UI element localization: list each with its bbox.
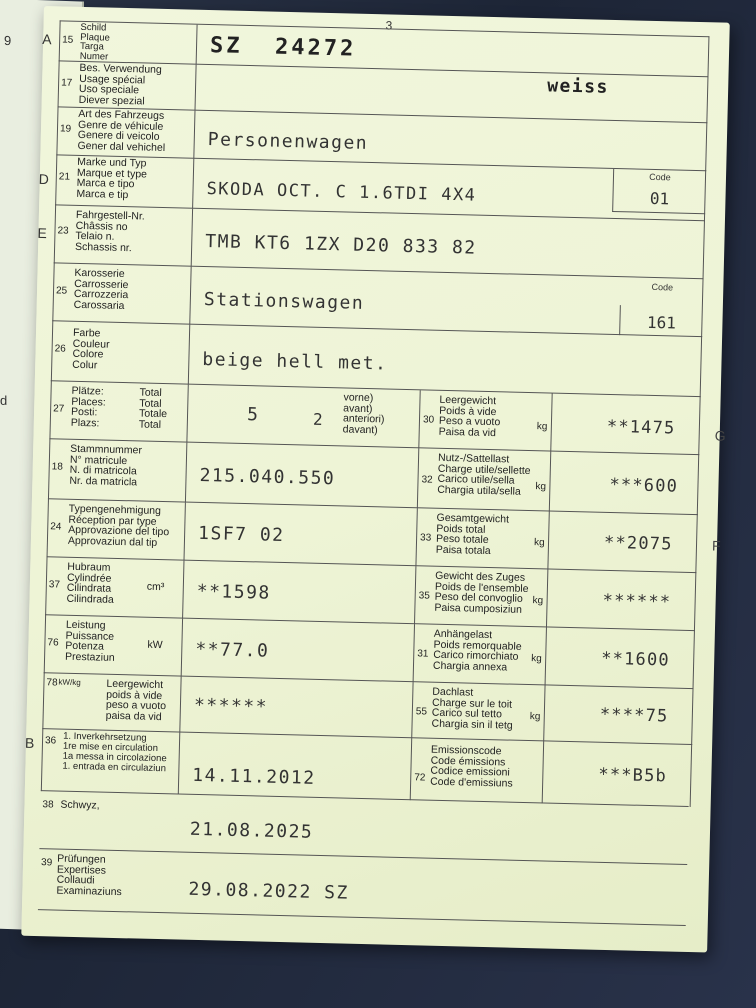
row-issue: 38 Schwyz, 21.08.2025: [39, 790, 688, 865]
towing-value: **1600: [600, 648, 671, 671]
issue-date-value: 21.08.2025: [189, 818, 314, 843]
type-approval-label: Typengenehmigung Réception par type Approvazione del tipo Approvaziun dal tip: [67, 502, 170, 549]
marker-e: E: [37, 224, 47, 242]
special-use-value: weiss: [546, 75, 610, 98]
row-body: 25 Karosserie Carrosserie Carrozzeria Carossaria Stationswagen Code 161: [52, 262, 703, 337]
roof-load-value: ****75: [599, 704, 669, 727]
plate-label: 15 Schild Plaque Targa Numer: [60, 21, 198, 64]
body-value: Stationswagen: [203, 288, 365, 314]
body-code-value: 161: [646, 312, 677, 333]
total-weight-value: **2075: [603, 532, 673, 555]
row-make-type: D 21 Marke und Typ Marque et type Marca e tipo Marca e tip SKODA OCT. C 1.6TDI 4X4 Code 01: [55, 154, 706, 221]
payload-value: ***600: [609, 474, 679, 497]
make-type-value: SKODA OCT. C 1.6TDI 4X4: [206, 179, 477, 206]
make-type-label: Marke und Typ Marque et type Marca e tipo Marca e tip: [76, 155, 148, 201]
inspections-label: Prüfungen Expertises Collaudi Examinaziuns: [56, 852, 122, 898]
vehicle-kind-label: Art des Fahrzeugs Genre de véhicule Genere di veicolo Gener dal vehichel: [77, 107, 166, 154]
row-first-registration: B 36 1. Inverkehrsetzung 1re mise en circulation 1a messa in circolazione 1. entrada en circulaziun 14.11.2012 72 Emissionscode Code émissions Codice emissioni Code d'emissiuns ***B5b: [41, 728, 692, 807]
vehicle-kind-value: Personenwagen: [207, 129, 369, 154]
seats-total: 5: [246, 404, 260, 426]
train-weight-label: Gewicht des Zuges Poids de l'ensemble Peso del convoglio Paisa cumposiziun: [434, 569, 529, 616]
marker-a: A: [41, 30, 52, 48]
make-code-value: 01: [649, 188, 670, 209]
marker-b: B: [24, 734, 35, 751]
color-label: Farbe Couleur Colore Colur: [72, 326, 110, 371]
special-use-label: Bes. Verwendung Usage spécial Uso speciale Diever spezial: [78, 61, 162, 107]
emission-code-label: Emissionscode Code émissions Codice emissioni Code d'emissiuns: [430, 743, 513, 790]
first-registration-value: 14.11.2012: [191, 764, 316, 789]
row-power-towing: 76 Leistung Puissance Potenza Prestaziun kW **77.0 31 Anhängelast Poids remorquable Carico rimorchiato Chargia annexa kg **1600: [44, 614, 695, 689]
seats-front: 2: [312, 409, 325, 429]
row-vehicle-kind: 19 Art des Fahrzeugs Genre de véhicule Genere di veicolo Gener dal vehichel Personenwagen: [56, 106, 707, 171]
empty-weight-value: **1475: [606, 416, 676, 439]
row-inspections: 39 Prüfungen Expertises Collaudi Examinaziuns 29.08.2022 SZ: [38, 848, 687, 926]
first-registration-label: 1. Inverkehrsetzung 1re mise en circulation 1a messa in circolazione 1. entrada en circulaziun: [62, 730, 167, 775]
body-label: Karosserie Carrosserie Carrozzeria Carossaria: [73, 266, 129, 312]
row-seats-weight: G 27 Plätze: Places: Posti: Plazs: Total Total Totale Total 5 2 vorne) avant) anteriori) davant) 30 Leergewicht Poids à vide Peso a vuoto Paisa da vid kg **1475: [49, 380, 700, 455]
row-color: 26 Farbe Couleur Colore Colur beige hell met.: [51, 320, 702, 397]
roof-load-label: Dachlast Charge sur le toit Carico sul tetto Chargia sin il tetg: [431, 685, 513, 732]
power-value: **77.0: [195, 638, 270, 662]
marker-d: D: [38, 170, 50, 188]
row-displacement-train: 37 Hubraum Cylindrée Cilindrata Cilindrada cm³ **1598 35 Gewicht des Zuges Poids de l'ensemble Peso del convoglio Paisa cumposiziun kg ******: [45, 556, 696, 631]
payload-label: Nutz-/Sattellast Charge utile/sellette Carico utile/sella Chargia utila/sella: [437, 451, 531, 498]
power-label: Leistung Puissance Potenza Prestaziun: [64, 618, 115, 664]
color-value: beige hell met.: [202, 348, 388, 375]
left-page-text: d: [0, 392, 8, 408]
type-approval-value: 1SF7 02: [197, 522, 285, 547]
row-ratio-roof: 78 kW/kg Leergewicht poids à vide peso a vuoto paisa da vid ****** 55 Dachlast Charge sur le toit Carico sul tetto Chargia sin il tetg kg ****75: [42, 672, 693, 745]
displacement-label: Hubraum Cylindrée Cilindrata Cilindrada: [66, 560, 114, 606]
row-special-use: 17 Bes. Verwendung Usage spécial Uso speciale Diever spezial weiss: [58, 60, 709, 123]
power-weight-value: ******: [193, 694, 269, 718]
plate-value: SZ 24272: [209, 33, 357, 62]
total-weight-label: Gesamtgewicht Poids total Peso totale Paisa totala: [435, 511, 510, 557]
row-chassis: E 23 Fahrgestell-Nr. Châssis no Telaio n. Schassis nr. TMB KT6 1ZX D20 833 82: [54, 204, 705, 279]
matricule-value: 215.040.550: [199, 464, 336, 490]
inspection-value: 29.08.2022 SZ: [188, 878, 350, 904]
displacement-value: **1598: [196, 580, 272, 604]
marker-f: F: [711, 537, 721, 554]
towing-label: Anhängelast Poids remorquable Carico rimorchiato Chargia annexa: [432, 627, 522, 674]
chassis-value: TMB KT6 1ZX D20 833 82: [205, 231, 477, 259]
matricule-label: Stammnummer N° matricule N. di matricola Nr. da matricla: [69, 442, 143, 488]
train-weight-value: ******: [602, 590, 672, 613]
chassis-label: Fahrgestell-Nr. Châssis no Telaio n. Schassis nr.: [74, 208, 145, 254]
seats-label: Plätze: Places: Posti: Plazs:: [70, 384, 106, 429]
vehicle-registration-page: [21, 6, 730, 952]
left-page-text: 9: [4, 32, 12, 49]
marker-g: G: [714, 427, 726, 444]
row-type-approval-total: F 24 Typengenehmigung Réception par type Approvazione del tipo Approvaziun dal tip 1SF7 02 33 Gesamtgewicht Poids total Peso totale Paisa totala kg **2075: [47, 498, 698, 573]
issue-place-label: Schwyz,: [60, 798, 100, 812]
body-code-box: Code 161: [619, 305, 703, 337]
page-number: 3: [385, 18, 393, 33]
make-code-box: Code 01: [612, 169, 706, 214]
empty-weight-label: Leergewicht Poids à vide Peso a vuoto Paisa da vid: [438, 393, 501, 439]
power-weight-label: Leergewicht poids à vide peso a vuoto paisa da vid: [105, 677, 167, 723]
emission-code-value: ***B5b: [598, 764, 668, 787]
row-matricule-payload: 18 Stammnummer N° matricule N. di matricola Nr. da matricla 215.040.550 32 Nutz-/Sattellast Charge utile/sellette Carico utile/sella Chargia utila/sella kg ***600: [48, 438, 699, 515]
